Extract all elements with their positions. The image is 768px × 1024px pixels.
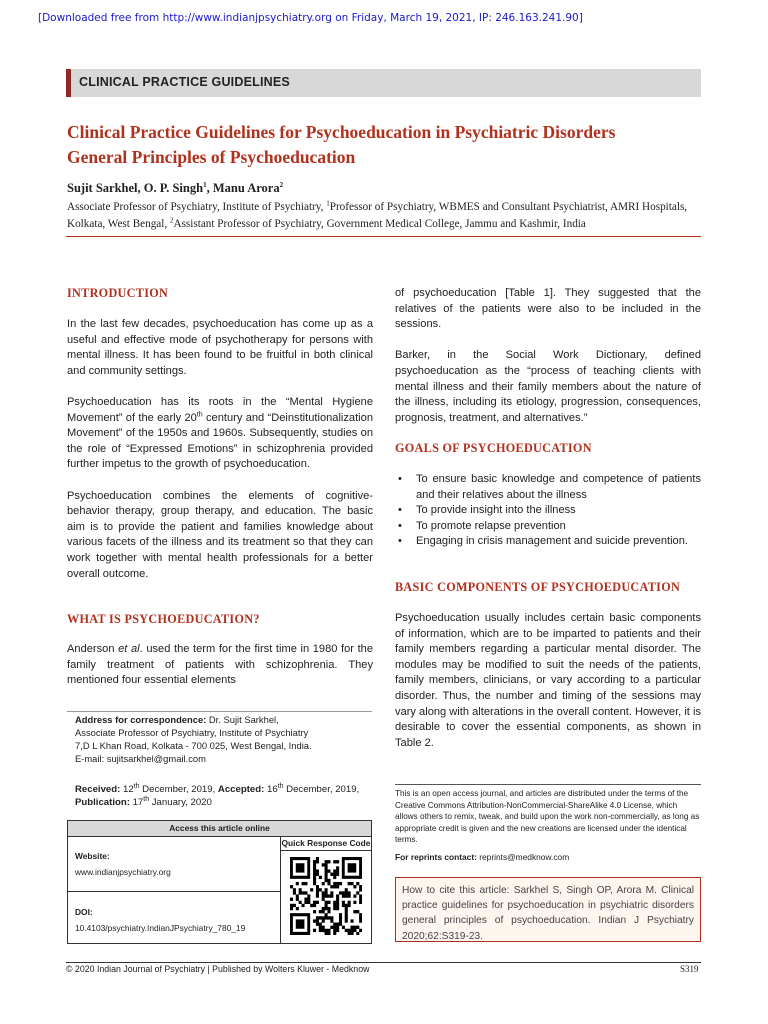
received-label: Received: xyxy=(75,784,121,795)
section-banner-label: CLINICAL PRACTICE GUIDELINES xyxy=(79,75,290,89)
publication-rest: January, 2020 xyxy=(149,797,212,808)
intro-paragraph-2 xyxy=(67,395,373,473)
received-sup: th xyxy=(133,782,140,790)
author-sup: 2 xyxy=(279,180,284,189)
access-box-divider xyxy=(280,836,281,943)
publication-sup: th xyxy=(143,795,150,803)
author-sep: , xyxy=(206,181,213,195)
left-column-body xyxy=(67,317,373,582)
goal-item xyxy=(395,503,701,519)
website-row xyxy=(68,836,280,892)
goal-text: Engaging in crisis management and suicide prevention. xyxy=(416,535,688,548)
author-name: O. P. Singh xyxy=(143,181,204,195)
affiliation-1: Professor of Psychiatry, WBMES and Consultant Psychiatrist, AMRI Hospitals, Kolkata, West Bengal, xyxy=(67,201,688,230)
what-paragraph xyxy=(67,642,373,689)
what-p-text: Anderson xyxy=(67,643,119,655)
bullet-icon: • xyxy=(398,535,402,548)
basic-paragraph: Psychoeducation usually includes certain basic components of information, which are to be imparted to patients and their family members regarding a particular mental disorder. The modules may be modified to suit the needs of the patients, family members, clinicians, or vary according to a particular disorder. Thus, the number and timing of the sessions may vary along with alterations in the overall content. However, it is desirable to cover the essential components, as shown in Table 2. xyxy=(395,612,701,749)
title-line-2: General Principles of Psychoeducation xyxy=(67,147,356,167)
citation-box: How to cite this article: Sarkhel S, Singh OP, Arora M. Clinical practice guidelines for psychoeducation in psychiatric disorders general principles of psychoeducation. Indian J Psychiatry 2020;62:S319-23. xyxy=(395,877,701,942)
page-number: S319 xyxy=(680,964,699,974)
correspondence-email: E-mail: sujitsarkhel@gmail.com xyxy=(75,753,206,764)
et-al: et al xyxy=(118,643,140,655)
reprints-label: For reprints contact: xyxy=(395,852,477,862)
what-is-heading: WHAT IS PSYCHOEDUCATION? xyxy=(67,612,260,626)
affiliation-sup-1: 1 xyxy=(326,199,330,208)
website-link[interactable]: www.indianjpsychiatry.org xyxy=(75,867,171,877)
reprints-email[interactable]: reprints@medknow.com xyxy=(476,852,570,862)
accepted-label: Accepted: xyxy=(217,784,265,795)
intro-p2-sup: th xyxy=(196,410,203,418)
publication-label: Publication: xyxy=(75,797,130,808)
access-box-header: Access this article online xyxy=(68,821,371,837)
goal-item xyxy=(395,519,701,535)
author-sep: , xyxy=(137,181,144,195)
affiliation-0: Associate Professor of Psychiatry, Institute of Psychiatry, xyxy=(67,201,327,213)
basic-components-body xyxy=(395,611,701,751)
title-divider xyxy=(66,236,701,237)
correspondence-line-3: 7,D L Khan Road, Kolkata - 700 025, West Bengal, India. xyxy=(75,740,312,751)
affiliation-sup-2: 2 xyxy=(169,215,174,224)
what-p-text-cont: . used the term for the first time in 1980 for the family treatment of patients with schizophrenia. They mentioned four essential elements xyxy=(67,643,374,687)
received-rest: December, 2019, xyxy=(139,784,218,795)
correspondence-divider xyxy=(67,711,372,712)
bullet-icon: • xyxy=(398,504,402,517)
correspondence-line-1 xyxy=(75,713,372,726)
publication-day: 17 xyxy=(129,797,144,808)
goal-item xyxy=(395,472,701,503)
bullet-icon: • xyxy=(398,473,402,485)
correspondence-name: Dr. Sujit Sarkhel, xyxy=(206,714,279,725)
correspondence-line-2: Associate Professor of Psychiatry, Institute of Psychiatry xyxy=(75,727,309,738)
correspondence-block xyxy=(67,713,372,765)
download-note: [Downloaded free from http://www.indianjpsychiatry.org on Friday, March 19, 2021, IP: 246.163.241.90] xyxy=(38,12,583,24)
goal-text: To promote relapse prevention xyxy=(416,519,566,532)
goal-text: To provide insight into the illness xyxy=(416,504,576,517)
accepted-rest: December, 2019, xyxy=(283,784,360,795)
website-label: Website: xyxy=(75,851,110,861)
doi-label: DOI: xyxy=(75,907,93,917)
received-day: 12 xyxy=(120,784,134,795)
reprints-contact xyxy=(395,852,569,862)
intro-p2-text-cont: century and “Deinstitutionalization Movement” of the 1950s and 1960s. Subsequently, studies on the role of “Expressed Emotions” in schizophrenia provided further impetus to the growth of psychoeducation. xyxy=(67,411,373,471)
author-name: Sujit Sarkhel xyxy=(67,181,138,195)
goals-heading: GOALS OF PSYCHOEDUCATION xyxy=(395,441,592,455)
goal-text: To ensure basic knowledge and competence of patients and their relatives about the illness xyxy=(416,473,701,501)
intro-paragraph-3: Psychoeducation combines the elements of cognitive-behavior therapy, group therapy, and education. The basic aim is to provide the patient and families knowledge about various facets of the illness and its treatment so that they can work together with mental health professionals for a better overall outcome. xyxy=(67,489,373,580)
accepted-day: 16 xyxy=(264,784,278,795)
continued-paragraph: of psychoeducation [Table 1]. They suggested that the relatives of the patients were also to be included in the sessions. xyxy=(395,287,701,331)
footer-divider xyxy=(66,962,701,963)
introduction-heading: INTRODUCTION xyxy=(67,286,169,300)
access-article-box xyxy=(67,820,372,944)
doi-link[interactable]: 10.4103/psychiatry.IndianJPsychiatry_780_19 xyxy=(75,923,246,933)
affiliation-2: Assistant Professor of Psychiatry, Government Medical College, Jammu and Kashmir, India xyxy=(173,217,586,230)
what-is-body xyxy=(67,642,373,689)
author-sup: 1 xyxy=(203,180,207,189)
barker-paragraph: Barker, in the Social Work Dictionary, defined psychoeducation as the “process of teaching clients with mental illness and their family members about the nature of the illness, including its etiology, progression, consequences, prognosis, treatment, and alternatives.” xyxy=(395,349,701,424)
qr-code-label: Quick Response Code xyxy=(281,837,371,851)
dates-line-2 xyxy=(75,796,375,809)
banner-accent-bar xyxy=(66,69,71,97)
article-title xyxy=(67,120,707,170)
goal-item xyxy=(395,534,701,550)
affiliations xyxy=(67,199,703,232)
footer-copyright: © 2020 Indian Journal of Psychiatry | Published by Wolters Kluwer - Medknow xyxy=(66,964,370,974)
right-column-body xyxy=(395,286,701,426)
title-line-1: Clinical Practice Guidelines for Psychoeducation in Psychiatric Disorders xyxy=(67,122,616,142)
correspondence-label: Address for correspondence: xyxy=(75,714,207,725)
goals-list-wrap xyxy=(395,472,701,550)
open-access-note: This is an open access journal, and articles are distributed under the terms of the Creative Commons Attribution-NonCommercial-ShareAlike 4.0 License, which allows others to remix, tweak, and build upon the work non-commercially, as long as appropriate credit is given and the new creations are licensed under the identical terms. xyxy=(395,789,700,845)
section-banner xyxy=(66,69,701,97)
dates-line-1 xyxy=(75,783,375,796)
basic-components-heading: BASIC COMPONENTS OF PSYCHOEDUCATION xyxy=(395,580,681,594)
goals-list xyxy=(395,472,701,550)
author-list xyxy=(67,181,283,196)
qr-code-icon[interactable] xyxy=(290,857,362,935)
accepted-sup: th xyxy=(277,782,284,790)
bullet-icon: • xyxy=(398,519,402,532)
author-name: Manu Arora xyxy=(212,181,280,195)
dates-block xyxy=(75,783,375,809)
intro-paragraph-1: In the last few decades, psychoeducation has come up as a useful and effective mode of psychotherapy for persons with mental illness. It has been found to be fruitful in both clinical and community settings. xyxy=(67,318,373,377)
open-access-divider xyxy=(395,784,701,785)
intro-p2-text: Psychoeducation has its roots in the “Mental Hygiene Movement” of the early 20 xyxy=(67,395,373,424)
